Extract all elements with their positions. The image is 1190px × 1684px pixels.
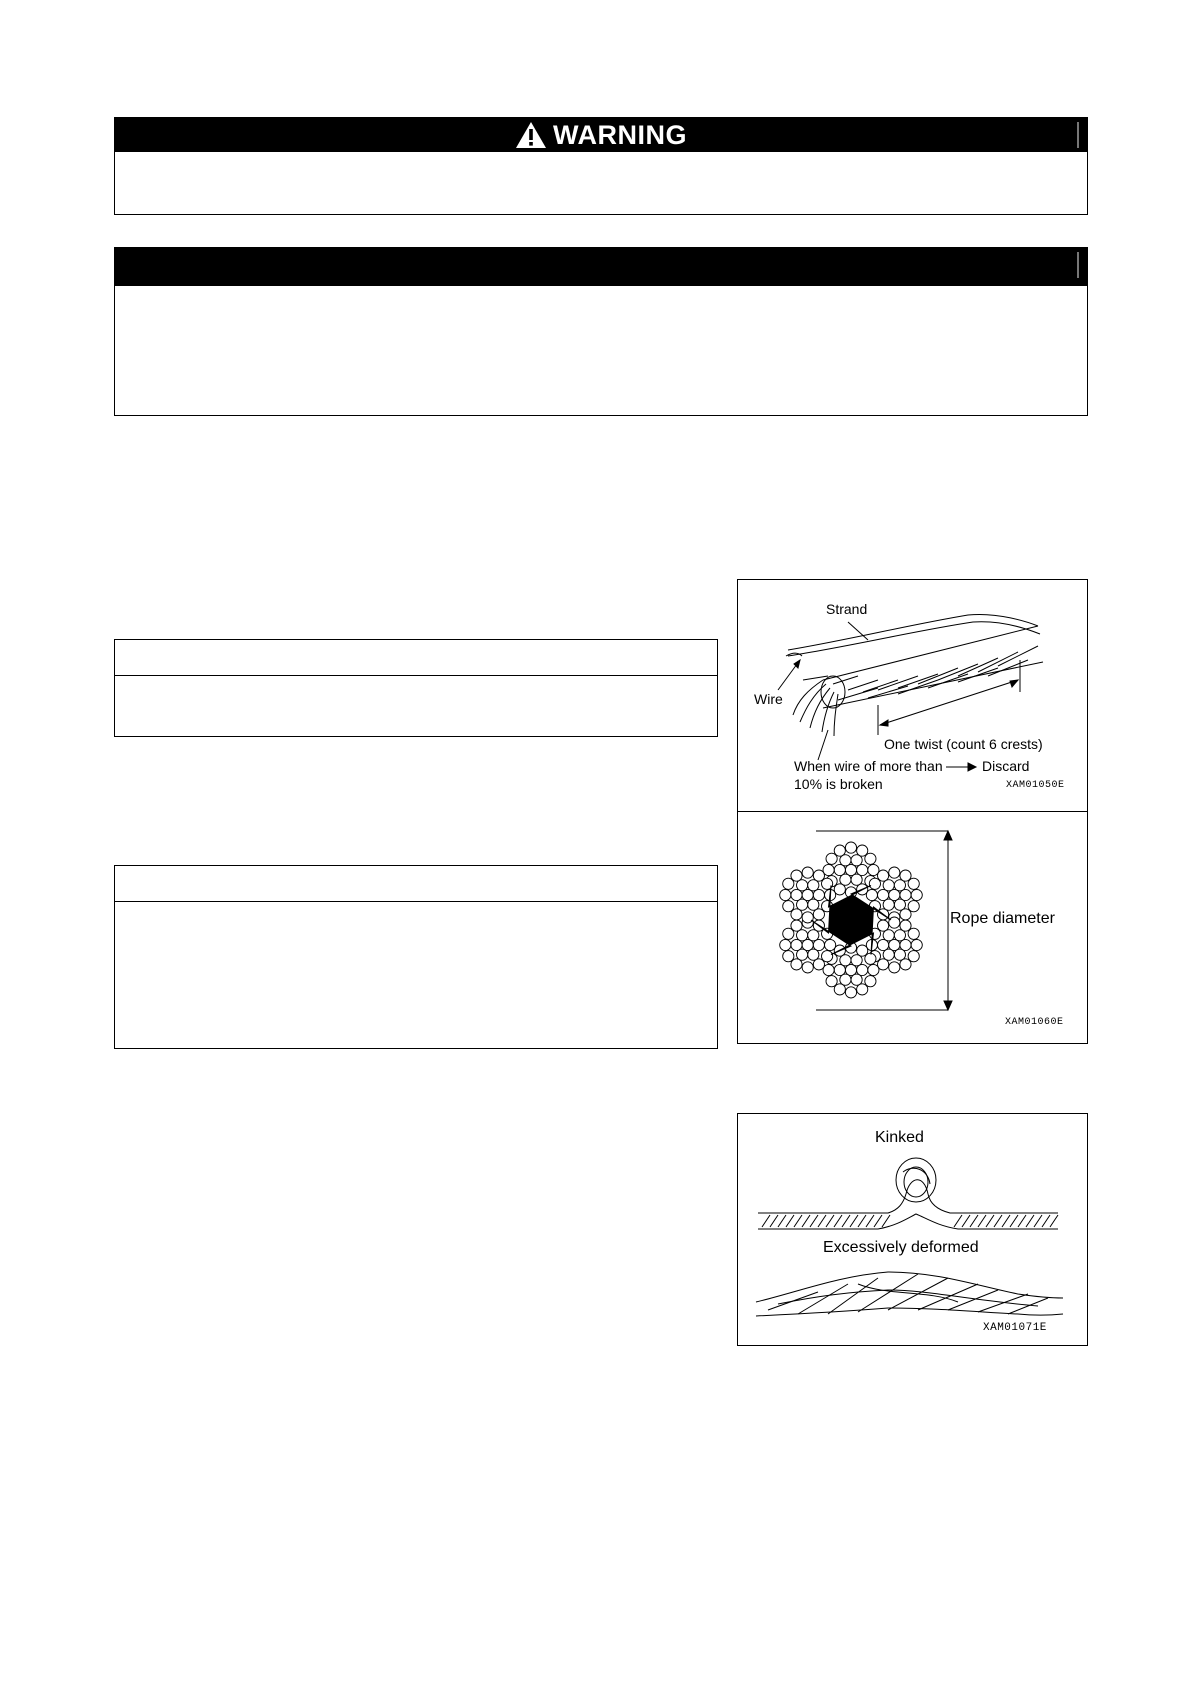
rope-wire-circle bbox=[868, 964, 879, 975]
rope-wire-circle bbox=[865, 853, 876, 864]
note-box-2-divider bbox=[115, 901, 717, 902]
figure-rope-damage bbox=[737, 1113, 1088, 1346]
figure-code-1: XAM01050E bbox=[1006, 780, 1065, 791]
rope-damage-illustration bbox=[738, 1114, 1088, 1346]
warning-header bbox=[115, 118, 1087, 152]
rope-wire-circle bbox=[783, 878, 794, 889]
rope-wire-circle bbox=[826, 853, 837, 864]
rope-diameter-label: Rope diameter bbox=[950, 910, 1055, 927]
figure-rope-strand bbox=[737, 579, 1088, 812]
rope-wire-circle bbox=[900, 909, 911, 920]
rope-wire-circle bbox=[908, 878, 919, 889]
discard-label: Discard bbox=[982, 758, 1030, 774]
rope-wire-circle bbox=[813, 909, 824, 920]
figure-code-2: XAM01060E bbox=[1005, 1017, 1064, 1028]
notice-header bbox=[115, 248, 1087, 286]
rope-wire-circle bbox=[908, 901, 919, 912]
rope-wire-circle bbox=[911, 939, 922, 950]
rope-wire-circle bbox=[791, 909, 802, 920]
rope-wire-circle bbox=[845, 987, 856, 998]
rope-wire-circle bbox=[783, 901, 794, 912]
rope-section-illustration bbox=[738, 812, 1088, 1044]
note-box-2 bbox=[114, 865, 718, 1049]
rope-wire-circle bbox=[857, 984, 868, 995]
wire-label: Wire bbox=[754, 691, 783, 707]
rope-wire-circle bbox=[865, 976, 876, 987]
rope-wire-circle bbox=[866, 889, 877, 900]
rope-wire-circle bbox=[783, 951, 794, 962]
rope-wire-circle bbox=[865, 953, 876, 964]
warning-triangle-icon bbox=[515, 121, 547, 149]
deformed-label: Excessively deformed bbox=[823, 1239, 979, 1256]
rope-wire-circle bbox=[908, 928, 919, 939]
rope-wire-circle bbox=[900, 870, 911, 881]
rope-wire-circle bbox=[889, 867, 900, 878]
rope-wire-circle bbox=[908, 951, 919, 962]
rope-wire-circle bbox=[780, 939, 791, 950]
figure-rope-section bbox=[737, 811, 1088, 1044]
rope-wire-circle bbox=[834, 845, 845, 856]
rope-wire-circle bbox=[791, 870, 802, 881]
rope-wire-circle bbox=[889, 962, 900, 973]
broken-label-line1: When wire of more than bbox=[794, 758, 943, 774]
rope-wire-circle bbox=[857, 845, 868, 856]
rope-wire-circle bbox=[826, 976, 837, 987]
rope-wire-circle bbox=[791, 959, 802, 970]
note-box-1 bbox=[114, 639, 718, 737]
rope-wire-circle bbox=[783, 928, 794, 939]
rope-wire-circle bbox=[822, 951, 833, 962]
rope-wire-circle bbox=[845, 842, 856, 853]
rope-wire-circle bbox=[869, 878, 880, 889]
rope-wire-circle bbox=[878, 920, 889, 931]
broken-label-line2: 10% is broken bbox=[794, 776, 883, 792]
rope-wire-circle bbox=[802, 912, 813, 923]
rope-wire-circle bbox=[813, 870, 824, 881]
rope-wire-circle bbox=[780, 889, 791, 900]
rope-wire-circle bbox=[802, 962, 813, 973]
rope-wire-circle bbox=[857, 945, 868, 956]
note-box-1-divider bbox=[115, 675, 717, 676]
warning-box bbox=[114, 117, 1088, 215]
kinked-label: Kinked bbox=[875, 1129, 924, 1146]
rope-wire-circle bbox=[900, 959, 911, 970]
strand-label: Strand bbox=[826, 601, 868, 617]
rope-wire-circle bbox=[878, 870, 889, 881]
figure-code-3: XAM01071E bbox=[983, 1322, 1047, 1334]
rope-wire-circle bbox=[791, 920, 802, 931]
rope-wire-circle bbox=[834, 984, 845, 995]
header-edge-mark bbox=[1077, 122, 1079, 148]
rope-wire-circle bbox=[813, 959, 824, 970]
rope-wire-circle bbox=[889, 917, 900, 928]
notice-box bbox=[114, 247, 1088, 416]
rope-wire-circle bbox=[900, 920, 911, 931]
header-edge-mark bbox=[1077, 252, 1079, 278]
rope-wire-circle bbox=[825, 939, 836, 950]
rope-wire-circle bbox=[802, 867, 813, 878]
rope-strand-illustration bbox=[738, 580, 1088, 812]
rope-wire-circle bbox=[911, 889, 922, 900]
twist-label: One twist (count 6 crests) bbox=[884, 736, 1043, 752]
warning-title: WARNING bbox=[553, 119, 687, 150]
